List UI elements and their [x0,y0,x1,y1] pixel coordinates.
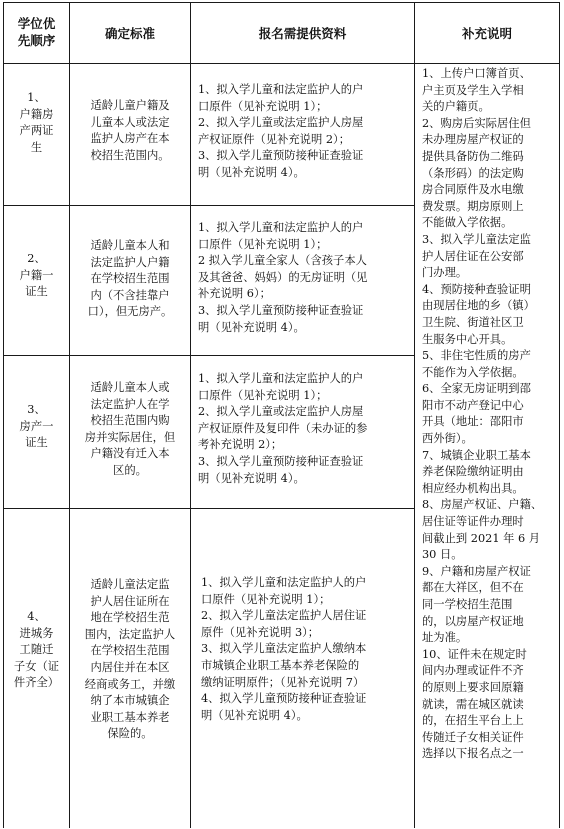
criteria-line: 区的。 [113,463,147,477]
order-line: 生 [30,140,43,154]
order-line: 房产一 [19,419,54,433]
note-line: 选择以下报名点之一 [422,747,524,761]
order-line: 证生 [25,436,48,450]
materials-line: 口原件（见补充说明 1）； [198,237,328,251]
note-line: 3、拟入学儿童法定监 [422,232,531,246]
row-3-order [4,356,69,508]
row-3-materials [191,356,414,508]
note-line: 未办理房屋产权证的 [422,133,524,147]
materials-line: 明（见补充说明 4）。 [198,471,305,485]
order-line: 子女（证 [13,659,60,673]
materials-line: 2、拟入学儿童或法定监护人房屋 [198,116,364,130]
materials-line: 1、拟入学儿童和法定监护人的户 [198,221,364,234]
criteria-line: 房并实际居住，但 [84,430,176,444]
note-line: 同一学校招生范围 [422,598,513,611]
note-line: 的，以房屋产权证地 [422,614,524,628]
note-line: 房合同原件及水电缴 [422,183,524,197]
note-line: 护人居住证在公安部 [422,249,524,263]
materials-line: 口原件（见补充说明 1）； [201,592,331,606]
note-line: 费发票。期房原则上 [422,199,524,213]
note-line: 户主页及学生入学相 [422,83,524,97]
criteria-line: 适龄儿童本人或 [90,381,170,394]
materials-line: 1、拟入学儿童和法定监护人的户 [201,576,367,589]
materials-line: 2 拟入学儿童全家人（含孩子本人 [198,254,367,268]
criteria-line: 适龄儿童户籍及 [90,99,170,112]
order-line: 户籍房 [19,107,54,121]
note-line: 开具（地址：邵阳市 [422,415,524,429]
criteria-line: 儿童本人或法定 [90,115,170,129]
materials-line: 补充说明 6）； [198,287,271,301]
criteria-line: 纳了本市城镇企 [90,694,170,708]
materials-line: 口原件（见补充说明 1）； [198,99,328,113]
note-line: 西外街）。 [422,432,473,446]
criteria-line: 护人居住证所在 [90,594,170,608]
note-line: 的，在招生平台上上 [422,714,524,728]
note-line: 居住证等证件办理时 [422,515,524,529]
header-order [4,3,69,63]
note-line: 址为准。 [422,631,468,645]
note-line: 1、上传户口簿首页、 [422,67,531,80]
criteria-line: 适龄儿童法定监 [90,578,170,591]
row-4-order [4,509,69,828]
materials-line: 及其爸爸、妈妈）的无房证明（见 [198,270,368,284]
criteria-line: 口），但无房产。 [87,305,173,319]
criteria-line: 在学校招生范围 [90,644,170,658]
note-line: 4、预防接种查验证明 [422,282,531,296]
materials-line: 明（见补充说明 4）。 [198,320,305,334]
materials-line: 1、拟入学儿童和法定监护人的户 [198,83,364,96]
materials-line: 口原件（见补充说明 1）； [198,388,328,402]
header-materials [191,3,414,63]
note-line: 传随迁子女相关证件 [422,730,524,744]
header-notes-label: 补充说明 [461,26,512,41]
order-line: 1、 [27,91,46,104]
order-line: 4、 [27,610,46,623]
notes-column [415,64,559,828]
order-line: 证生 [25,285,48,299]
materials-line: 明（见补充说明 4）。 [201,708,308,722]
order-line: 产两证 [19,124,54,138]
note-line: 卫生院、街道社区卫 [422,315,524,329]
criteria-line: 内（不含挂靠户 [90,288,170,302]
criteria-line: 围内，法定监护人 [84,627,176,641]
row-1-materials [191,64,414,205]
note-line: 的原则上要求回原籍 [422,680,524,694]
note-line: 都在大祥区，但不在 [422,581,524,595]
row-4-criteria [70,509,190,828]
criteria-line: 校招生范围内购 [90,414,170,428]
criteria-line: 法定监护人在学 [90,397,170,411]
note-line: （条形码）的法定购 [422,166,524,180]
materials-line: 2、拟入学儿童或法定监护人房屋 [198,405,364,419]
materials-line: 产权证原件及复印件（未办证的参 [198,421,368,435]
materials-line: 4、拟入学儿童预防接种证查验证 [201,692,367,706]
materials-line: 1、拟入学儿童和法定监护人的户 [198,372,364,385]
criteria-line: 监护人房产在本 [90,132,170,146]
materials-line: 3、拟入学儿童预防接种证查验证 [198,303,364,317]
materials-line: 3、拟入学儿童法定监护人缴纳本 [201,642,367,656]
header-criteria [70,3,190,63]
materials-line: 明（见补充说明 4）。 [198,165,305,179]
note-line: 关的户籍页。 [422,100,490,114]
order-line: 2、 [27,252,46,265]
materials-line: 2、拟入学儿童法定监护人居住证 [201,609,367,623]
row-2-materials [191,206,414,355]
criteria-line: 内居住并在本区 [90,660,170,674]
note-line: 6、全家无房证明到邵 [422,382,531,396]
header-order-line: 学位优 [17,16,56,31]
order-line: 3、 [27,403,46,416]
criteria-line: 校招生范围内。 [90,148,170,162]
materials-line: 市城镇企业职工基本养老保险的 [201,658,360,672]
note-line: 间内办理或证件不齐 [422,664,524,678]
criteria-line: 适龄儿童本人和 [90,239,170,252]
criteria-line: 经商或务工，并缴 [84,677,176,691]
note-line: 8、房屋产权证、户籍、 [422,498,543,512]
note-line: 提供具备防伪二维码 [422,149,524,163]
criteria-line: 法定监护人户籍 [90,255,170,269]
materials-line: 3、拟入学儿童预防接种证查验证 [198,149,364,163]
order-line: 工随迁 [19,643,54,657]
note-line: 养老保险缴纳证明由 [422,465,524,479]
order-line: 件齐全） [13,676,60,690]
header-criteria-label: 确定标准 [104,26,155,41]
materials-line: 产权证原件（见补充说明 2）； [198,132,350,146]
note-line: 就读，需在城区就读 [422,697,524,711]
note-line: 不能做入学依据。 [422,216,513,230]
note-line: 由现居住地的乡（镇） [422,299,535,313]
materials-line: 3、拟入学儿童预防接种证查验证 [198,454,364,468]
row-1-order [4,64,69,205]
header-materials-label: 报名需提供资料 [258,26,347,41]
note-line: 7、城镇企业职工基本 [422,448,531,462]
order-line: 户籍一 [19,268,54,282]
note-line: 2、购房后实际居住但 [422,116,531,130]
criteria-line: 业职工基本养老 [90,710,170,724]
materials-line: 缴纳证明原件；（见补充说明 7） [201,675,365,689]
criteria-line: 保险的。 [107,727,153,741]
order-line: 进城务 [19,626,54,640]
note-line: 10、证件未在规定时 [422,647,527,661]
note-line: 30 日。 [422,548,463,562]
header-notes [415,3,559,63]
note-line: 相应经办机构出具。 [422,481,524,495]
row-3-criteria [70,356,190,508]
note-line: 间截止到 2021 年 6 月 [422,531,541,545]
table-border-right [559,2,560,828]
note-line: 9、户籍和房屋产权证 [422,564,531,578]
materials-line: 考补充说明 2）； [198,438,283,452]
materials-line: 原件（见补充说明 3）； [201,625,320,639]
note-line: 不能作为入学依据。 [422,365,524,379]
criteria-line: 在学校招生范围 [90,272,170,286]
header-order-line: 先顺序 [17,33,56,48]
row-2-criteria [70,206,190,355]
row-1-criteria [70,64,190,205]
note-line: 门办理。 [422,266,468,280]
row-2-order [4,206,69,355]
criteria-line: 户籍没有迁入本 [90,447,170,461]
note-line: 5、非住宅性质的房产 [422,349,531,363]
row-4-materials [191,509,414,828]
note-line: 阳市不动产登记中心 [422,398,524,412]
criteria-line: 地在学校招生范 [90,611,170,625]
note-line: 生服务中心开具。 [422,332,513,346]
